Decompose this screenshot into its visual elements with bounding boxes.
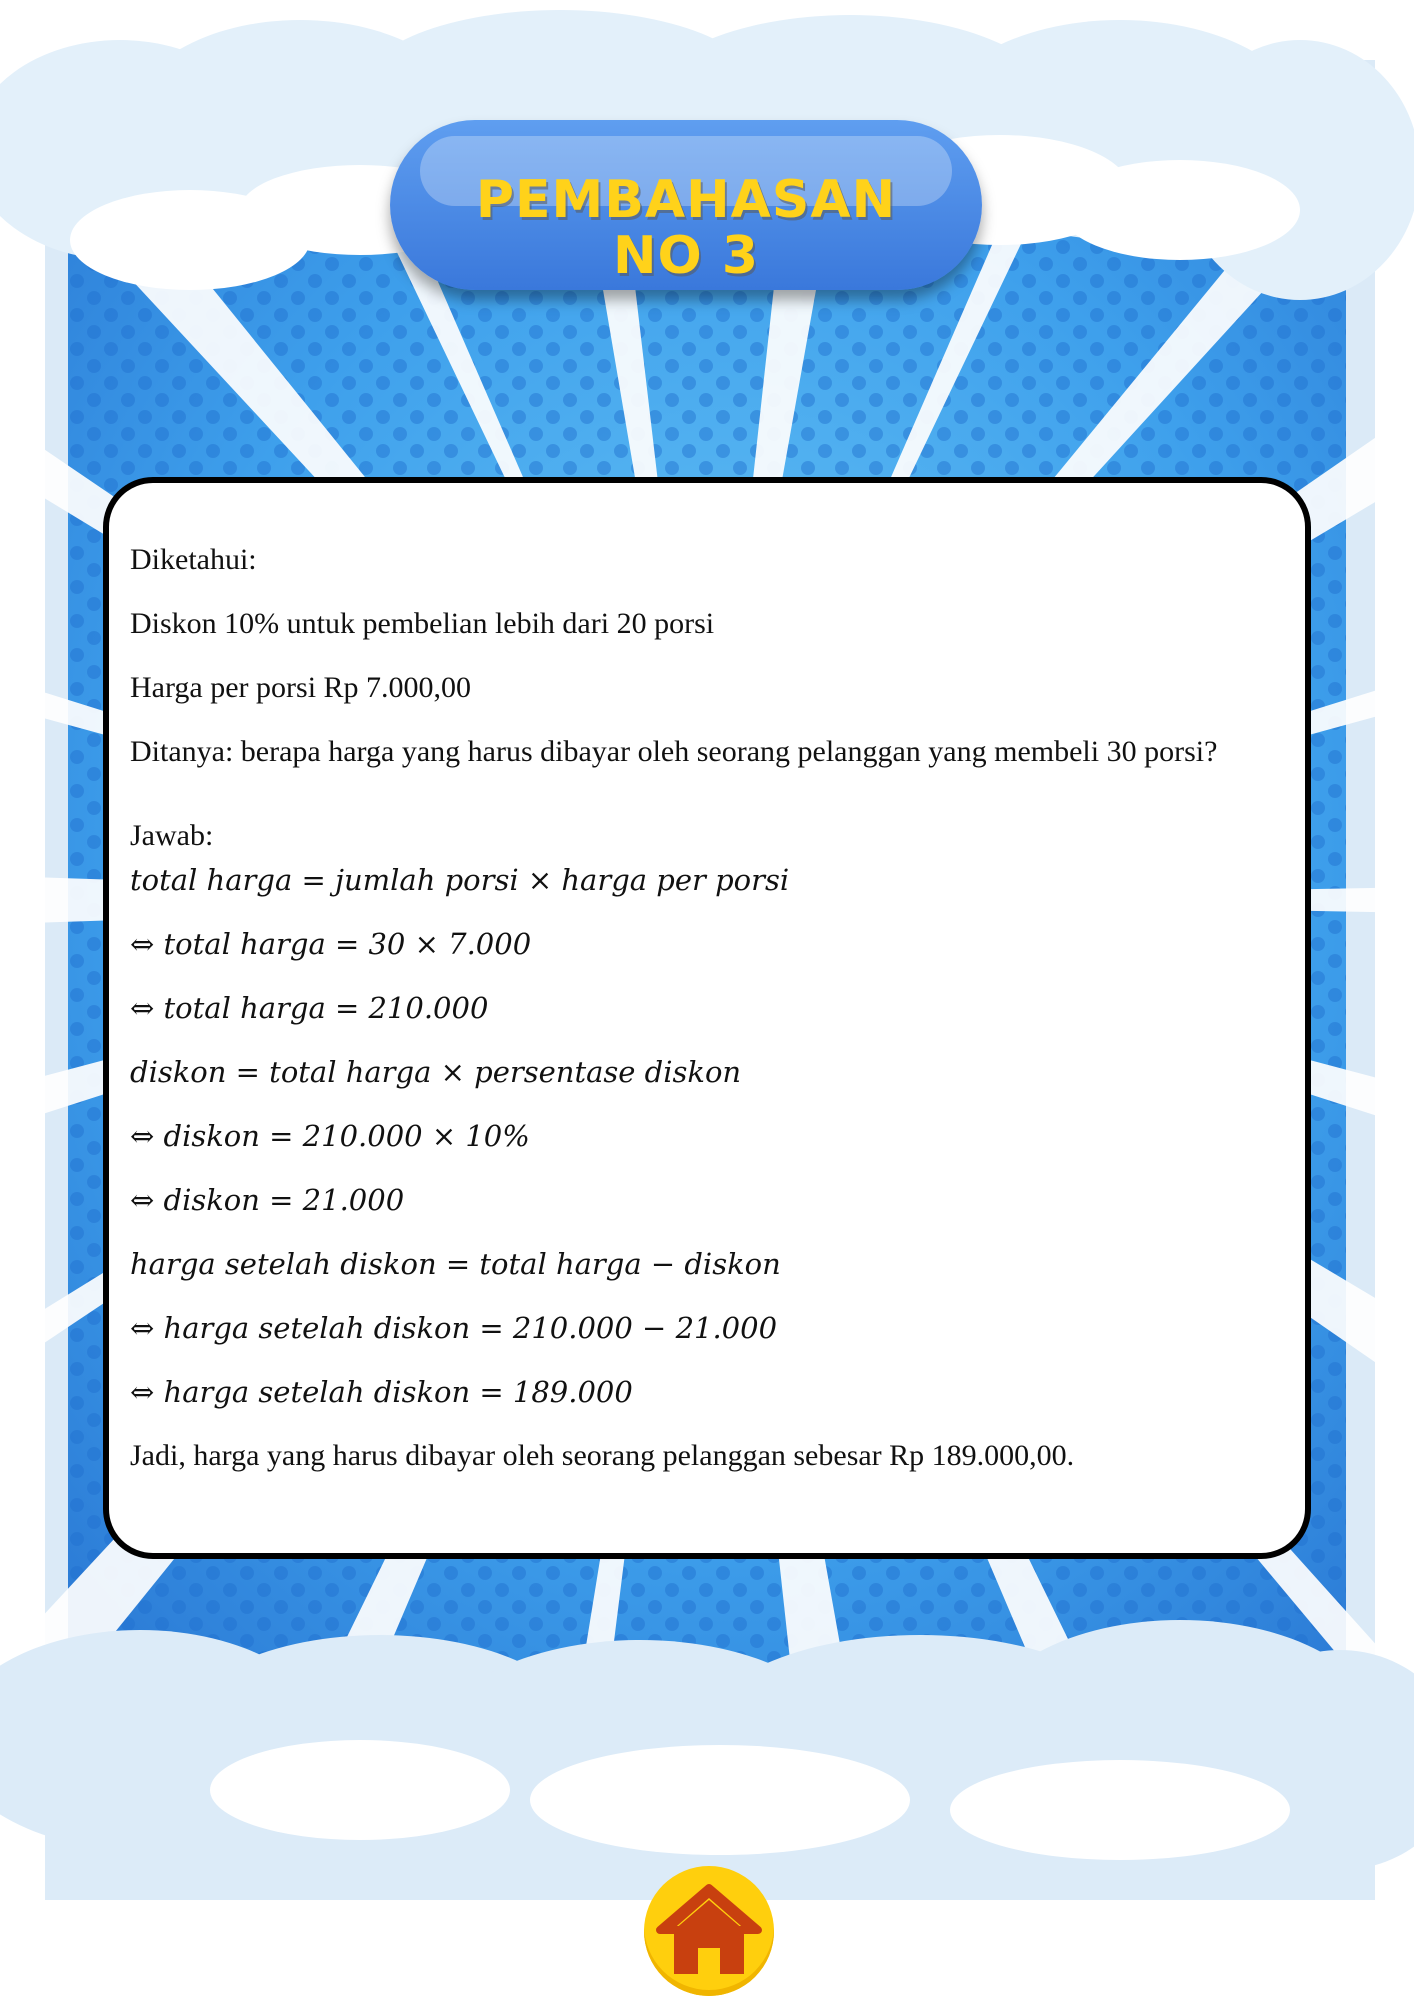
step-formula-discount: diskon = total harga × persentase diskon bbox=[130, 1055, 742, 1089]
known-label: Diketahui: bbox=[130, 543, 257, 576]
question-text: Ditanya: berapa harga yang harus dibayar oleh seorang pelanggan yang membeli 30 porsi? bbox=[130, 735, 1218, 768]
step-formula-after-discount: harga setelah diskon = total harga − diskon bbox=[130, 1247, 781, 1281]
step-after-discount-subtract: ⇔ harga setelah diskon = 210.000 − 21.000 bbox=[130, 1311, 778, 1345]
title-line-1: PEMBAHASAN bbox=[475, 170, 897, 230]
step-after-discount-result: ⇔ harga setelah diskon = 189.000 bbox=[130, 1375, 633, 1409]
home-icon bbox=[644, 1866, 774, 1996]
step-total-result: ⇔ total harga = 210.000 bbox=[130, 991, 489, 1025]
step-total-multiply: ⇔ total harga = 30 × 7.000 bbox=[130, 927, 532, 961]
step-discount-result: ⇔ diskon = 21.000 bbox=[130, 1183, 405, 1217]
known-discount: Diskon 10% untuk pembelian lebih dari 20 porsi bbox=[130, 607, 715, 640]
step-discount-multiply: ⇔ diskon = 210.000 × 10% bbox=[130, 1119, 530, 1153]
page-title bbox=[390, 172, 982, 284]
answer-label: Jawab: bbox=[130, 819, 214, 852]
known-price: Harga per porsi Rp 7.000,00 bbox=[130, 671, 472, 704]
title-banner bbox=[390, 120, 982, 290]
home-button[interactable] bbox=[644, 1866, 774, 1996]
conclusion-text: Jadi, harga yang harus dibayar oleh seorang pelanggan sebesar Rp 189.000,00. bbox=[130, 1439, 1075, 1472]
step-formula-total: total harga = jumlah porsi × harga per porsi bbox=[130, 863, 790, 897]
title-line-2: NO 3 bbox=[612, 226, 759, 286]
